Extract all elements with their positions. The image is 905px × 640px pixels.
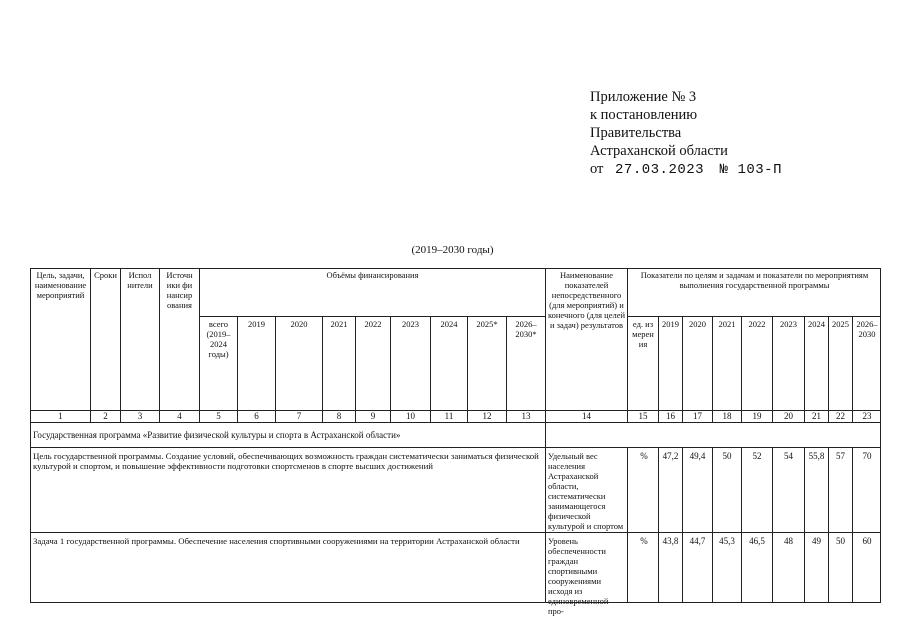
header-ind-2024: 2024: [808, 319, 825, 329]
col-number: 19: [752, 411, 762, 421]
goal-value-2024: 55,8: [808, 451, 825, 461]
col-number: 23: [862, 411, 872, 421]
appendix-line-4: Астраханской области: [590, 143, 728, 159]
header-fin-2026: 2026–2030*: [515, 319, 537, 339]
goal-value-2021: 50: [722, 451, 732, 461]
program-title: Государственная программа «Развитие физической культуры и спорта в Астраханской области»: [33, 430, 401, 440]
header-fin-2021: 2021: [330, 319, 348, 329]
col-number: 5: [216, 411, 221, 421]
goal-value-2025: 57: [836, 451, 845, 461]
col-number: 16: [666, 411, 675, 421]
col-number: 20: [784, 411, 793, 421]
header-fin-2022: 2022: [364, 319, 382, 329]
col-number: 12: [482, 411, 492, 421]
header-indicators: Показатели по целям и задачам и показатели по мероприятиям выполнения государственной программы: [640, 270, 869, 290]
task1-indicator: Уровень обеспеченности граждан спортивными сооружениями исходя из единовременной про-: [548, 536, 609, 616]
task1-value-2022: 46,5: [749, 536, 765, 546]
header-terms: Сроки: [94, 270, 117, 280]
header-fin-2019: 2019: [248, 319, 265, 329]
col-number: 15: [638, 411, 648, 421]
header-total: всего (2019–2024 годы): [206, 319, 231, 359]
header-fin-2020: 2020: [290, 319, 308, 329]
header-ind-2025: 2025: [832, 319, 849, 329]
goal-value-2020: 49,4: [689, 451, 706, 461]
col-number: 11: [444, 411, 454, 421]
header-financing: Объёмы финансирования: [326, 270, 419, 280]
header-ind-2021: 2021: [718, 319, 736, 329]
task1-text: Задача 1 государственной программы. Обеспечение населения спортивными сооружениями на территории Астраханской области: [33, 536, 520, 546]
appendix-line-1: Приложение № 3: [590, 89, 697, 105]
col-number: 9: [370, 411, 376, 421]
task1-value-2024: 49: [812, 536, 821, 546]
appendix-line-3: Правительства: [590, 125, 682, 141]
header-executors: Исполнители: [127, 270, 153, 290]
col-number: 4: [177, 411, 182, 421]
header-ind-2026: 2026–2030: [856, 319, 878, 339]
col-number: 18: [722, 411, 732, 421]
header-fin-2025: 2025*: [476, 319, 498, 329]
goal-value-2022: 52: [752, 451, 762, 461]
goal-text: Цель государственной программы. Создание условий, обеспечивающих возможность граждан систематически заниматься физической культурой и спортом, и повышение эффективности подготовки спортсменов в спорте высших достижений: [33, 451, 539, 471]
header-result-indicators: Наименование показателей непосредственного (для мероприятий) и конечного (для целей и задач) результатов: [547, 270, 626, 330]
col-number: 22: [836, 411, 845, 421]
col-number: 2: [103, 411, 108, 421]
col-number: 6: [254, 411, 259, 421]
task1-unit: %: [640, 536, 648, 546]
header-ind-2020: 2020: [689, 319, 706, 329]
header-ind-2022: 2022: [748, 319, 766, 329]
goal-value-2023: 54: [784, 451, 793, 461]
col-number: 21: [812, 411, 821, 421]
task1-value-2019: 43,8: [662, 536, 679, 546]
appendix-from: от: [590, 161, 604, 177]
goal-value-2026: 70: [862, 451, 872, 461]
header-fin-2024: 2024: [440, 319, 458, 329]
col-number: 17: [693, 411, 702, 421]
header-fin-2023: 2023: [402, 319, 419, 329]
col-number: 8: [336, 411, 342, 421]
goal-unit: %: [640, 451, 648, 461]
col-number: 1: [58, 411, 63, 421]
header-unit: ед. измерения: [632, 319, 654, 349]
col-number: 14: [582, 411, 591, 421]
task1-value-2025: 50: [836, 536, 845, 546]
col-number: 13: [521, 411, 531, 421]
years-title: (2019–2030 годы): [411, 244, 494, 256]
task1-value-2023: 48: [784, 536, 793, 546]
col-number: 7: [296, 411, 302, 421]
appendix-date: 27.03.2023: [615, 162, 705, 178]
appendix-number: № 103-П: [719, 162, 782, 178]
header-goals: Цель, задачи, наименование мероприятий: [34, 270, 87, 300]
task1-value-2026: 60: [862, 536, 872, 546]
appendix-line-2: к постановлению: [590, 107, 698, 123]
col-number: 10: [406, 411, 415, 421]
col-number: 3: [137, 411, 143, 421]
header-ind-2023: 2023: [780, 319, 797, 329]
goal-indicator: Удельный вес населения Астраханской области, систематически занимающегося физической культурой и спортом: [548, 451, 624, 531]
header-ind-2019: 2019: [662, 319, 679, 329]
header-sources: Источники финансирования: [166, 270, 193, 310]
task1-value-2020: 44,7: [689, 536, 706, 546]
task1-value-2021: 45,3: [719, 536, 735, 546]
goal-value-2019: 47,2: [662, 451, 679, 461]
